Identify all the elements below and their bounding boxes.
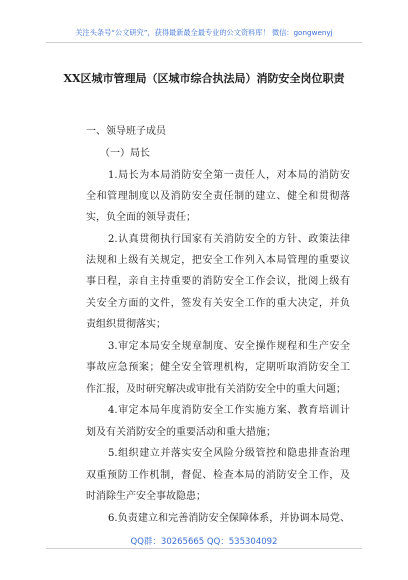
- body-line: 5.组织建立并落实安全风险分级管控和隐患排查治理: [108, 448, 350, 459]
- body-line: 1.局长为本局消防安全第一责任人，对本局的消防安: [108, 170, 350, 181]
- body-line: 责组织贯彻落实；: [86, 319, 166, 330]
- footer-divider: [46, 548, 362, 549]
- body-line: 双重预防工作机制，督促、检查本局的消防安全工作，及: [86, 470, 350, 481]
- body-line: 4.审定本局年度消防安全工作实施方案、教育培训计: [108, 405, 350, 416]
- body-line: 事故应急预案；健全安全管理机构，定期听取消防安全工: [86, 362, 350, 373]
- body-line: 作汇报，及时研究解决或审批有关消防安全中的重大问题；: [86, 384, 346, 395]
- body-line: 6.负责建立和完善消防安全保障体系，并协调本局党、: [108, 513, 350, 524]
- header-divider: [46, 42, 362, 43]
- header-banner: 关注头条号“公文研究”，获得最新最全最专业的公文资料库！ 微信：gongwenyj: [75, 28, 333, 37]
- body-line: 关安全方面的文件，签发有关安全工作的重大决定，并负: [86, 298, 350, 309]
- subsection-heading: （一）局长: [100, 148, 150, 159]
- body-line: 划及有关消防安全的重要活动和重大措施；: [86, 427, 276, 438]
- footer-contact: QQ群：30265665 QQ：535304092: [130, 537, 278, 547]
- body-line: 全和管理制度以及消防安全责任制的建立、健全和贯彻落: [86, 191, 350, 202]
- body-line: 2.认真贯彻执行国家有关消防安全的方针、政策法律: [108, 234, 350, 245]
- body-line: 实，负全面的领导责任；: [86, 212, 196, 223]
- body-line: 3.审定本局安全规章制度、安全操作规程和生产安全: [108, 341, 350, 352]
- body-line: 法规和上级有关规定，把安全工作列入本局管理的重要议: [86, 255, 350, 266]
- body-line: 事日程，亲自主持重要的消防安全工作会议，批阅上级有: [86, 276, 350, 287]
- section-heading: 一、领导班子成员: [86, 126, 166, 137]
- body-line: 时消除生产安全事故隐患；: [86, 491, 206, 502]
- document-title: XX区城市管理局（区城市综合执法局）消防安全岗位职责: [63, 72, 345, 85]
